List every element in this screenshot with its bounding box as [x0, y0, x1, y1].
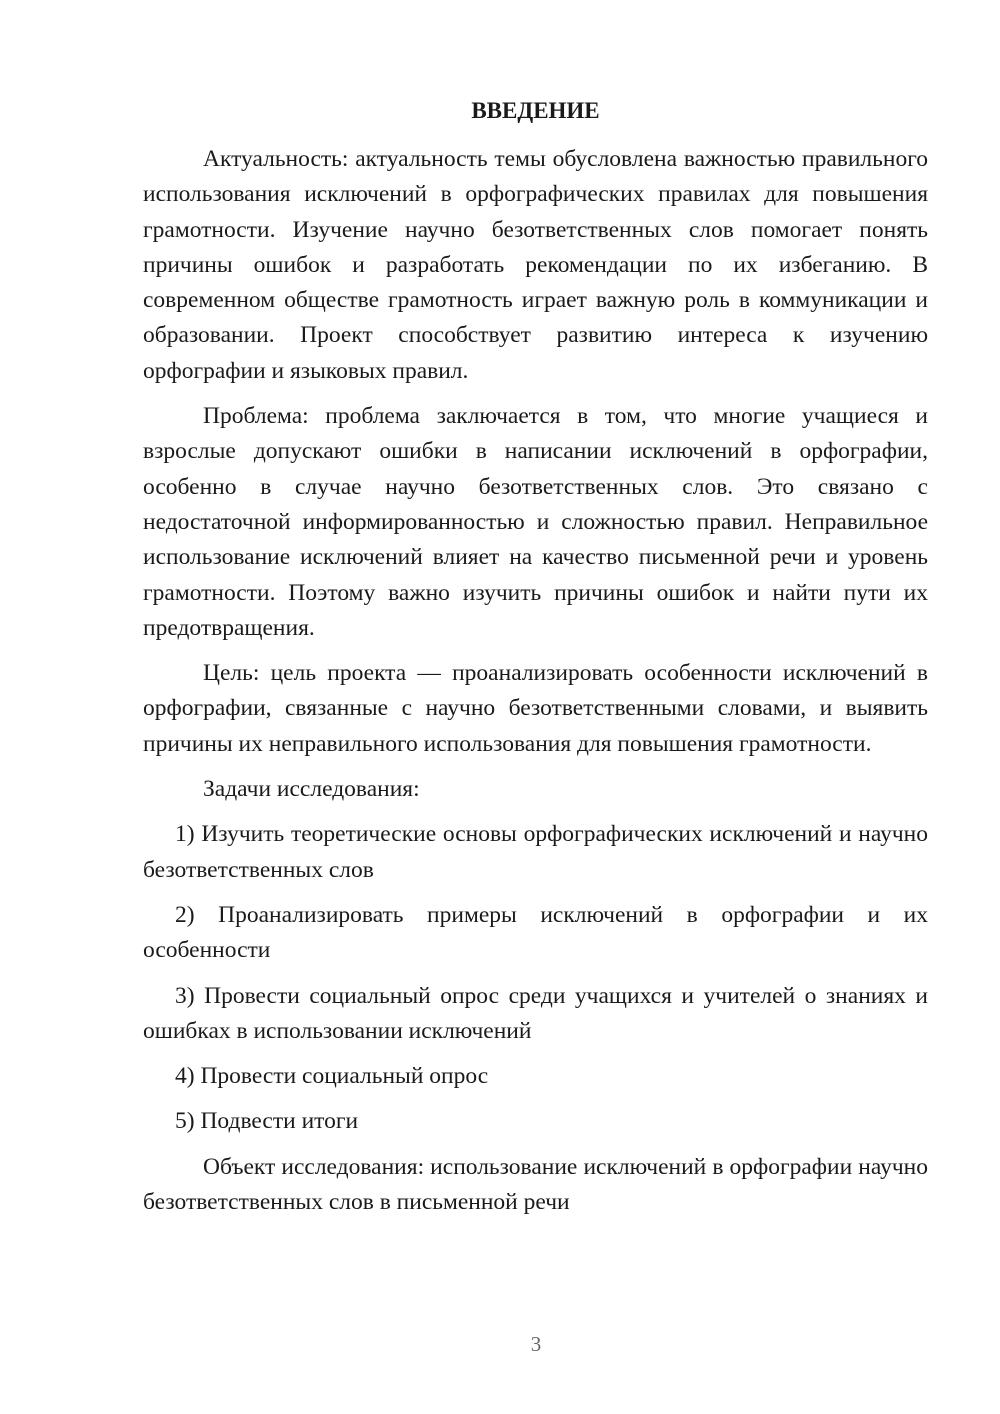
task-item-1: 1) Изучить теоретические основы орфографических исключений и научно безответственных слов	[143, 821, 928, 883]
document-body	[143, 142, 928, 1230]
page-number: 3	[530, 1332, 542, 1356]
paragraph-goal: Цель: цель проекта — проанализировать особенности исключений в орфографии, связанные с научно безответственными словами, и выявить причины их неправильного использования для повышения грамотности.	[143, 660, 928, 757]
paragraph-problem: Проблема: проблема заключается в том, что многие учащиеся и взрослые допускают ошибки в написании исключений в орфографии, особенно в случае научно безответственных слов. Это связано с недостаточной информированностью и сложностью правил. Неправильное использование исключений влияет на качество письменной речи и уровень грамотности. Поэтому важно изучить причины ошибок и найти пути их предотвращения.	[143, 403, 928, 641]
paragraph-object: Объект исследования: использование исключений в орфографии научно безответственных слов в письменной речи	[143, 1153, 928, 1216]
tasks-list	[143, 817, 928, 1139]
task-item-5: 5) Подвести итоги	[175, 1108, 359, 1135]
task-item-2: 2) Проанализировать примеры исключений в орфографии и их особенности	[143, 901, 928, 964]
page-title: ВВЕДЕНИЕ	[471, 98, 600, 123]
paragraph-relevance: Актуальность: актуальность темы обусловлена важностью правильного использования исключений в орфографических правилах для повышения грамотности. Изучение научно безответственных слов помогает понять причины ошибок и разработать рекомендации по их избеганию. В современном обществе грамотность играет важную роль в коммуникации и образовании. Проект способствует развитию интереса к изучению орфографии и языковых правил.	[143, 146, 928, 384]
task-item-4: 4) Провести социальный опрос	[175, 1063, 489, 1090]
tasks-heading: Задачи исследования:	[203, 776, 420, 803]
task-item-3: 3) Провести социальный опрос среди учащихся и учителей о знаниях и ошибках в использовании исключений	[143, 982, 928, 1044]
